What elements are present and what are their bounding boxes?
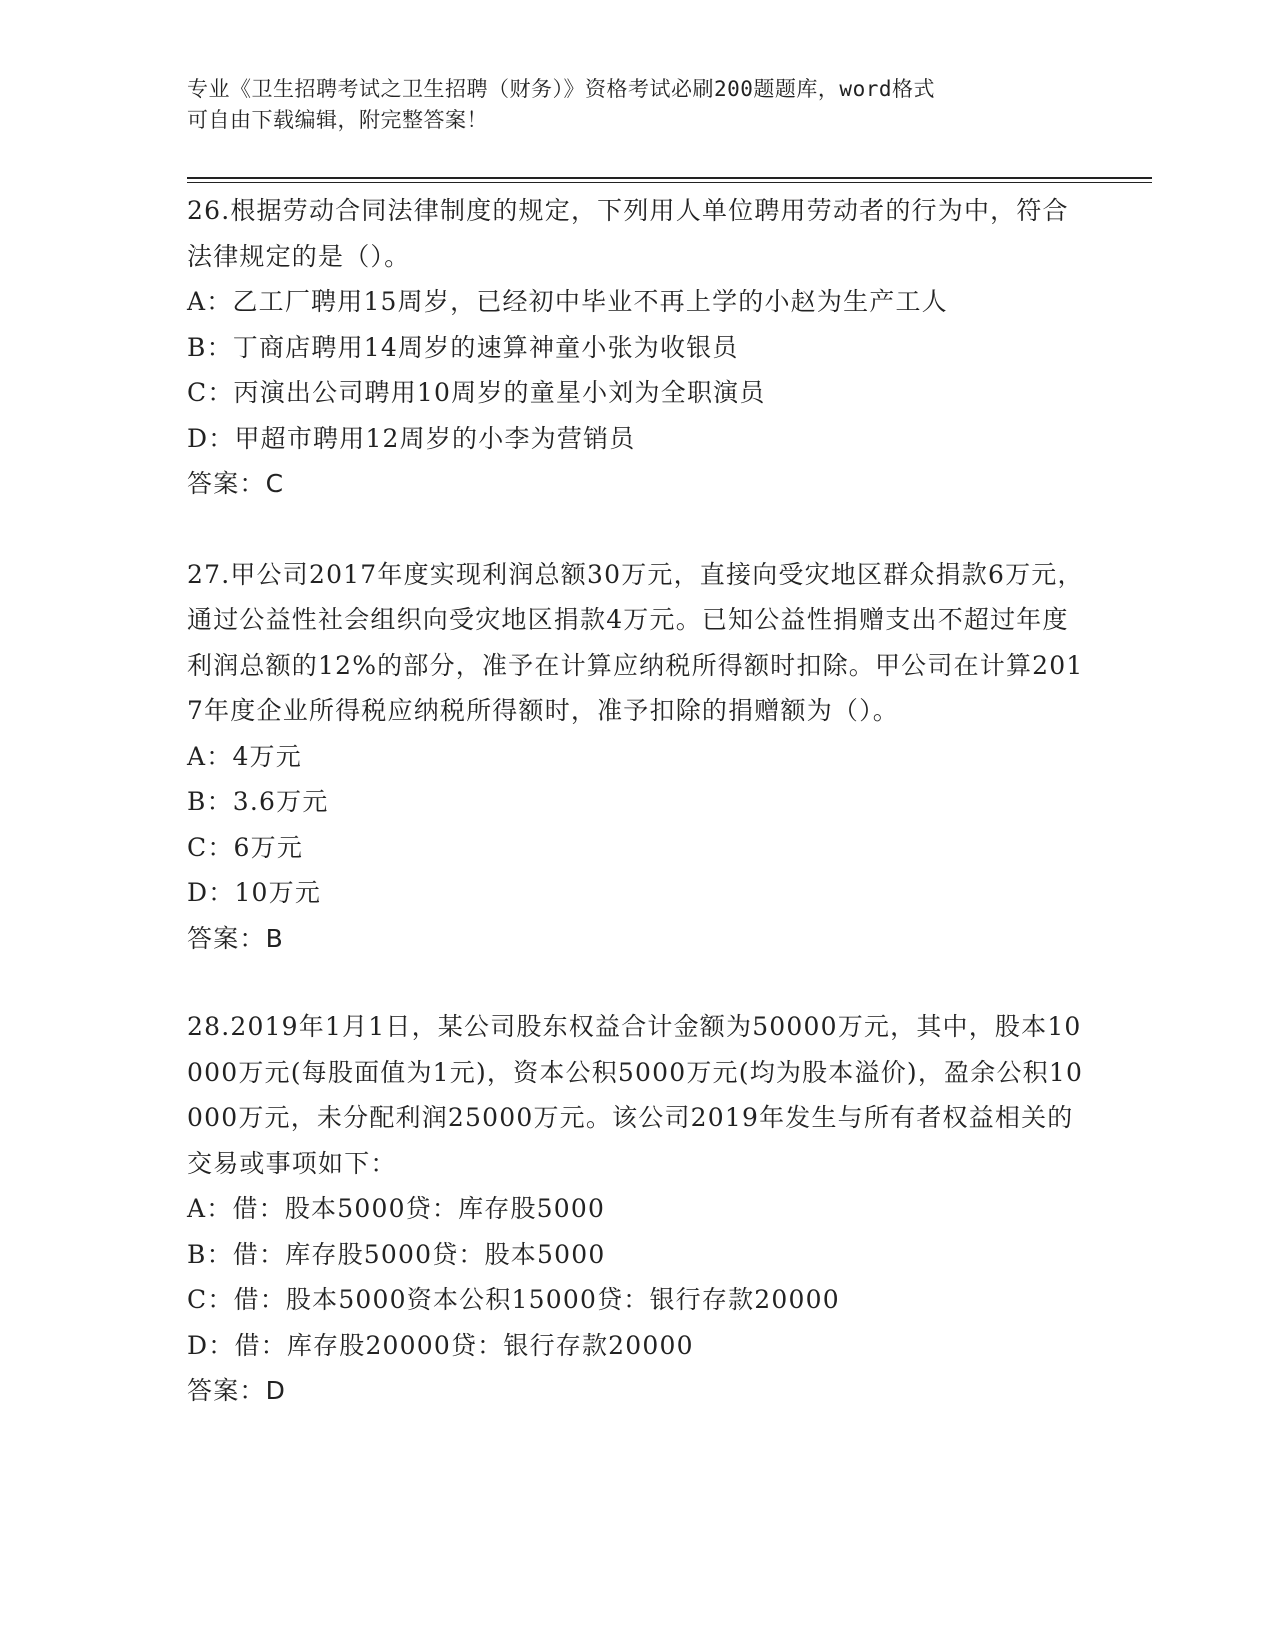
option-d: D：借：库存股20000贷：银行存款20000 — [187, 1330, 694, 1360]
answer: 答案：C — [187, 469, 285, 498]
option-c: C：6万元 — [187, 832, 304, 862]
option-c: C：丙演出公司聘用10周岁的童星小刘为全职演员 — [187, 378, 766, 407]
option-a: A：4万元 — [187, 741, 302, 771]
question-list — [187, 188, 1087, 1414]
option-b: B：3.6万元 — [187, 787, 329, 816]
option-a: A：借：股本5000贷：库存股5000 — [187, 1194, 606, 1223]
option-a: A：乙工厂聘用15周岁，已经初中毕业不再上学的小赵为生产工人 — [187, 287, 948, 316]
header-rule-thin — [187, 182, 1152, 183]
header-line-1: 专业《卫生招聘考试之卫生招聘（财务）》资格考试必刷200题题库，word格式 — [187, 77, 935, 101]
question-text: 28.2019年1月1日，某公司股东权益合计金额为50000万元，其中，股本10000万元(每股面值为1元)，资本公积5000万元(均为股本溢价)，盈余公积10000万元，未分配利润25000万元。该公司2019年发生与所有者权益相关的交易或事项如下： — [187, 1012, 1084, 1178]
option-b: B：丁商店聘用14周岁的速算神童小张为收银员 — [187, 332, 739, 362]
header-rule-thick — [187, 177, 1152, 179]
document-header — [187, 74, 1067, 136]
spacer — [187, 507, 1087, 552]
question-text: 27.甲公司2017年度实现利润总额30万元，直接向受灾地区群众捐款6万元，通过公益性社会组织向受灾地区捐款4万元。已知公益性捐赠支出不超过年度利润总额的12%的部分，准予在计算应纳税所得额时扣除。甲公司在计算2017年度企业所得税应纳税所得额时，准予扣除的捐赠额为（）。 — [187, 559, 1084, 725]
question-28 — [187, 1004, 1087, 1414]
option-b: B：借：库存股5000贷：股本5000 — [187, 1239, 606, 1269]
option-d: D：甲超市聘用12周岁的小李为营销员 — [187, 423, 636, 453]
question-27 — [187, 552, 1087, 962]
question-text: 26.根据劳动合同法律制度的规定，下列用人单位聘用劳动者的行为中，符合法律规定的是（）。 — [187, 196, 1069, 271]
question-26 — [187, 188, 1087, 507]
answer: 答案：B — [187, 923, 284, 953]
spacer — [187, 961, 1087, 1004]
header-line-2: 可自由下载编辑，附完整答案！ — [187, 108, 488, 132]
option-d: D：10万元 — [187, 878, 322, 907]
answer: 答案：D — [187, 1376, 287, 1405]
option-c: C：借：股本5000资本公积15000贷：银行存款20000 — [187, 1285, 840, 1314]
